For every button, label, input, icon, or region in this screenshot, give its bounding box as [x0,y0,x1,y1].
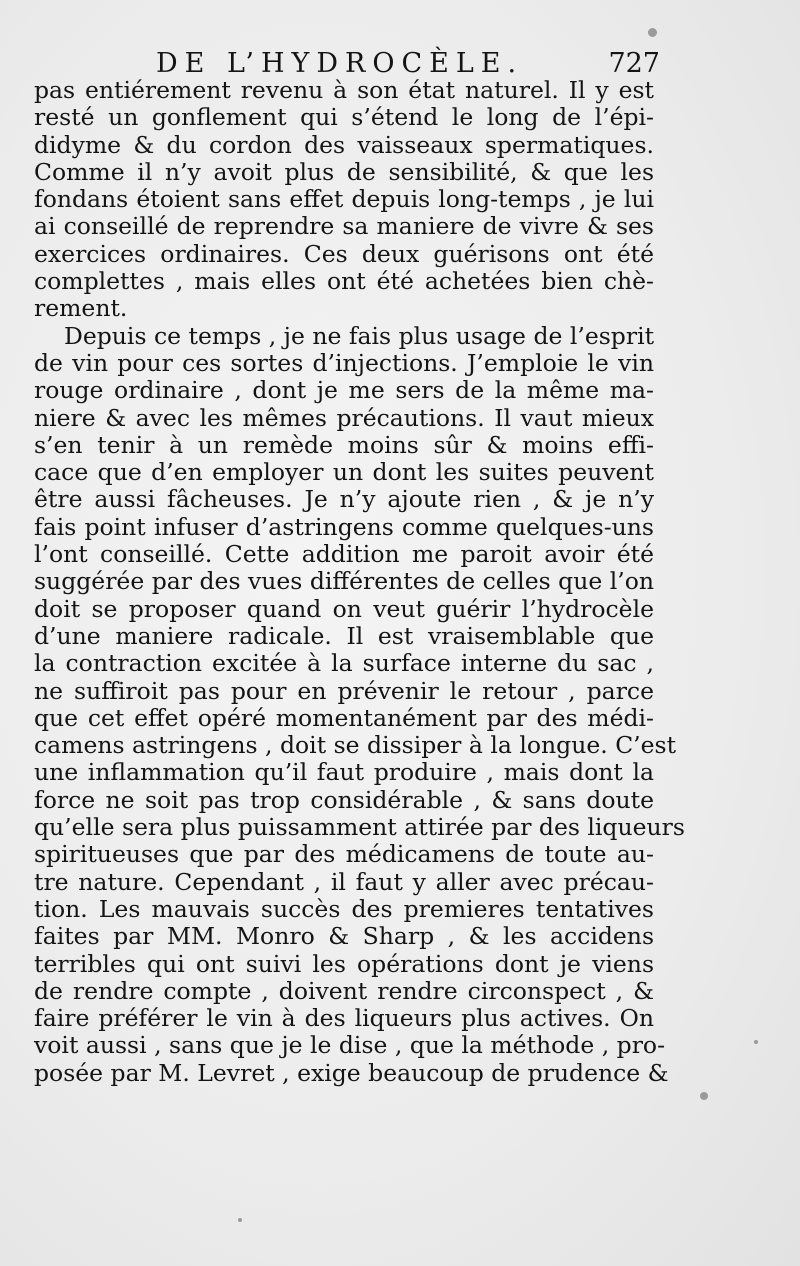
text-line: d’une maniere radicale. Il est vraisemblable que [34,621,654,650]
text-line: Comme il n’y avoit plus de sensibilité, & que les [34,157,654,186]
running-title: DE L’HYDROCÈLE. [156,48,524,79]
text-line: fondans étoient sans effet depuis long-temps , je lui [34,185,654,214]
text-line: s’en tenir à un remède moins sûr & moins effi- [34,430,654,459]
text-line: de vin pour ces sortes d’injections. J’emploie le vin [34,348,654,377]
page-number: 727 [608,48,660,79]
text-line: complettes , mais elles ont été achetées bien chè- [34,267,654,296]
text-line: une inflammation qu’il faut produire , mais dont la [34,758,654,787]
text-line: rouge ordinaire , dont je me sers de la même ma- [34,376,654,405]
text-line: la contraction excitée à la surface interne du sac , [34,649,654,678]
text-line: suggérée par des vues différentes de celles que l’on [34,567,654,596]
ink-spot [700,1092,708,1100]
text-line: camens astringens , doit se dissiper à la longue. C’est [34,731,677,760]
text-line: cace que d’en employer un dont les suites peuvent [34,458,654,487]
body-text [34,76,685,1087]
text-line: rement. [34,294,128,323]
text-line: être aussi fâcheuses. Je n’y ajoute rien , & je n’y [34,485,654,514]
text-line: ne suffiroit pas pour en prévenir le retour , parce [34,676,654,705]
text-line: niere & avec les mêmes précautions. Il vaut mieux [34,403,654,432]
text-line: tion. Les mauvais succès des premieres tentatives [34,894,654,923]
text-line: fais point infuser d’astringens comme quelques-uns [34,512,654,541]
text-line: resté un gonflement qui s’étend le long de l’épi- [34,103,654,132]
text-line: faire préférer le vin à des liqueurs plus actives. On [34,1004,654,1033]
text-line: didyme & du cordon des vaisseaux spermatiques. [34,130,654,159]
ink-spot [754,1040,758,1044]
text-line: voit aussi , sans que je le dise , que la méthode , pro- [34,1031,666,1060]
text-line: doit se proposer quand on veut guérir l’hydrocèle [34,594,654,623]
text-line: pas entiérement revenu à son état naturel. Il y est [34,76,654,104]
text-line: de rendre compte , doivent rendre circonspect , & [34,976,654,1005]
text-line: spiritueuses que par des médicamens de toute au- [34,840,654,869]
text-line: que cet effet opéré momentanément par des médi- [34,703,654,732]
ink-spot [648,28,657,37]
text-line: force ne soit pas trop considérable , & sans doute [34,785,654,814]
text-line: posée par M. Levret , exige beaucoup de prudence & [34,1058,669,1087]
text-line: exercices ordinaires. Ces deux guérisons ont été [34,239,654,268]
ink-spot [238,1218,242,1222]
text-line: qu’elle sera plus puissamment attirée par des liqueurs [34,813,685,842]
text-line: terribles qui ont suivi les opérations dont je viens [34,949,654,978]
text-line: l’ont conseillé. Cette addition me paroit avoir été [34,540,654,569]
text-line: Depuis ce temps , je ne fais plus usage de l’esprit [64,321,655,350]
text-line: ai conseillé de reprendre sa maniere de vivre & ses [34,212,654,241]
text-line: tre nature. Cependant , il faut y aller avec précau- [34,867,654,896]
text-line: faites par MM. Monro & Sharp , & les accidens [34,922,654,951]
